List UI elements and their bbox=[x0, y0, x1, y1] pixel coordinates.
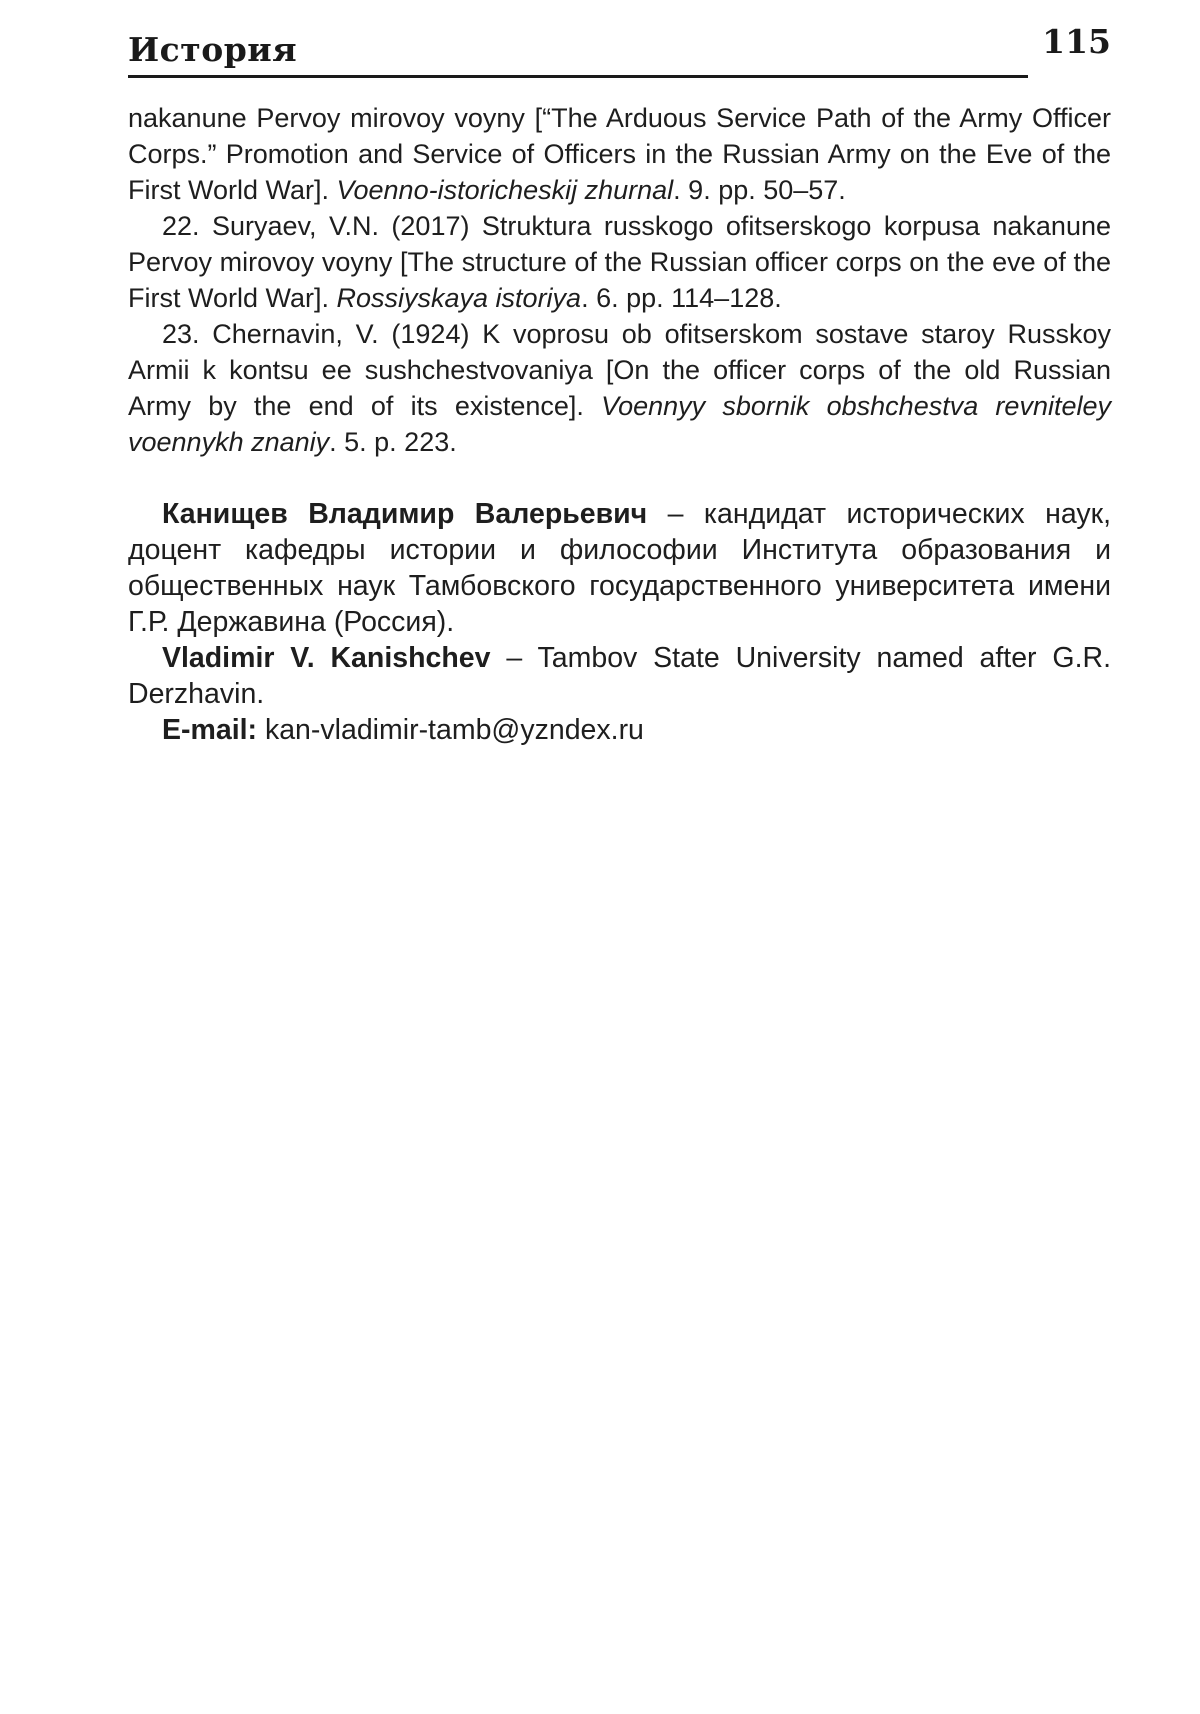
reference-text: 23. Chernavin, V. (1924) K voprosu ob ofitserskom sostave staroy Russkoy Armii k kontsu ee sushchestvovaniya [On the officer corps of the old Russian Army by the end of its existence]. bbox=[128, 319, 1111, 421]
reference-list bbox=[128, 100, 1111, 460]
reference-details: . 9. pp. 50–57. bbox=[673, 175, 846, 205]
author-en-description: – Tambov State University named after G.R. Derzhavin. bbox=[128, 642, 1111, 710]
reference-text: nakanune Pervoy mirovoy voyny [“The Arduous Service Path of the Army Officer Corps.” Promotion and Service of Officers in the Russian Army on the Eve of the First World War]. bbox=[128, 103, 1111, 205]
reference-details: . 6. pp. 114–128. bbox=[581, 283, 782, 313]
author-ru-description: – кандидат исторических наук, доцент кафедры истории и философии Института образования и общественных наук Тамбовского государственного университета имени Г.Р. Державина (Россия). bbox=[128, 498, 1111, 638]
reference-text: 22. Suryaev, V.N. (2017) Struktura russkogo ofitserskogo korpusa nakanune Pervoy mirovoy voyny [The structure of the Russian officer corps on the eve of the First World War]. bbox=[128, 211, 1111, 313]
author-email bbox=[128, 712, 1111, 748]
author-en-name: Vladimir V. Kanishchev bbox=[162, 642, 491, 674]
author-en bbox=[128, 640, 1111, 712]
email-address[interactable]: kan-vladimir-tamb@yzndex.ru bbox=[257, 714, 644, 746]
reference-22 bbox=[128, 208, 1111, 316]
reference-journal: Voenno-istoricheskij zhurnal bbox=[336, 175, 674, 205]
author-ru-name: Канищев Владимир Валерьевич bbox=[162, 498, 648, 530]
email-label: E-mail: bbox=[162, 714, 258, 746]
header-rule bbox=[128, 75, 1028, 78]
reference-journal: Rossiyskaya istoriya bbox=[336, 283, 582, 313]
page-number: 115 bbox=[1042, 22, 1111, 61]
author-ru bbox=[128, 496, 1111, 640]
reference-details: . 5. p. 223. bbox=[329, 427, 457, 457]
reference-23 bbox=[128, 316, 1111, 460]
reference-journal: Voennyy sbornik obshchestva revniteley voennykh znaniy bbox=[128, 391, 1111, 457]
reference-continued bbox=[128, 100, 1111, 208]
author-info bbox=[128, 496, 1111, 748]
running-title: История bbox=[128, 30, 298, 69]
page-header bbox=[128, 22, 1111, 92]
